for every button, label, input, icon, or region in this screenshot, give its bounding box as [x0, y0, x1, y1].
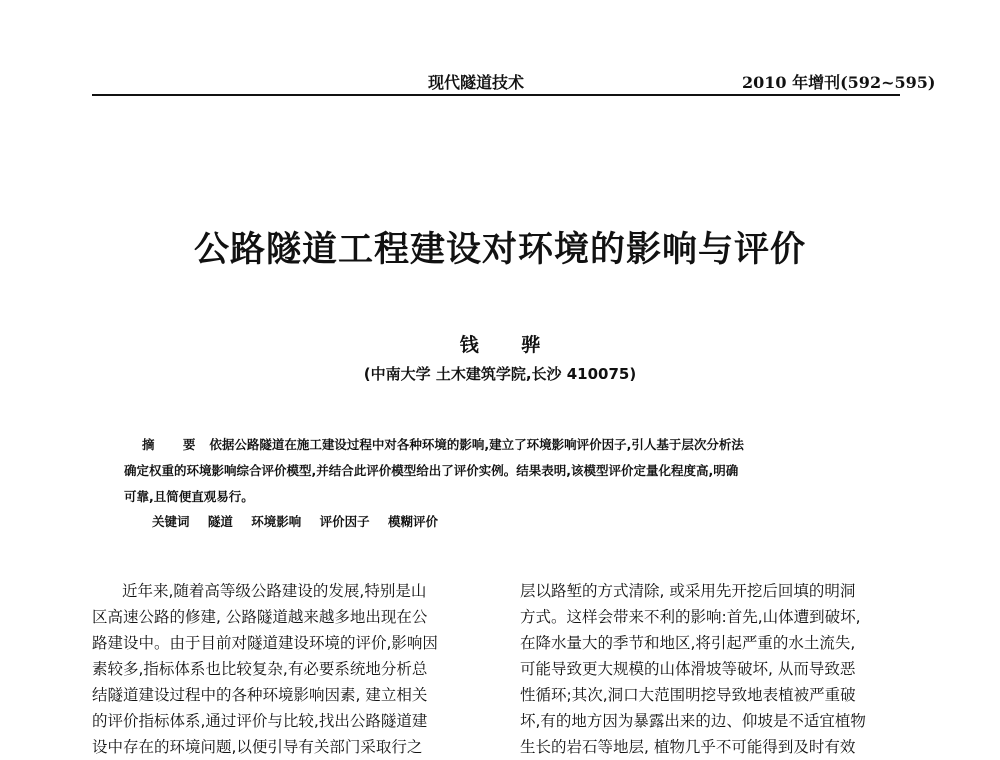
- abstract-text: 依据公路隧道在施工建设过程中对各种环境的影响,建立了环境影响评价因子,引人基于层次分析法: [209, 437, 744, 452]
- keyword: 环境影响: [251, 514, 302, 529]
- body-line: 性循环;其次,洞口大范围明挖导致地表植被严重破: [520, 686, 856, 704]
- body-column-right: [520, 578, 920, 760]
- body-line: 路建设中。由于目前对隧道建设环境的评价,影响因: [92, 634, 438, 652]
- header-rule: [92, 94, 900, 96]
- abstract-label: 摘 要: [142, 437, 208, 452]
- keyword: 隧道: [207, 514, 233, 529]
- body-line: 区高速公路的修建, 公路隧道越来越多地出现在公: [92, 608, 428, 626]
- body-line: 在降水量大的季节和地区,将引起严重的水土流失,: [520, 634, 856, 652]
- body-line: 层以路堑的方式清除, 或采用先开挖后回填的明洞: [520, 582, 856, 600]
- paper-title: 公路隧道工程建设对环境的影响与评价: [193, 229, 806, 270]
- keywords-label: 关键词: [152, 514, 190, 529]
- keywords: [152, 512, 452, 530]
- author-name: 钱 骅: [459, 334, 559, 356]
- body-line: 近年来,随着高等级公路建设的发展,特别是山: [122, 582, 427, 600]
- body-line: 的评价指标体系,通过评价与比较,找出公路隧道建: [92, 712, 428, 730]
- body-line: 可能导致更大规模的山体滑坡等破坏, 从而导致恶: [520, 660, 856, 678]
- keyword: 模糊评价: [388, 514, 439, 529]
- body-line: 方式。这样会带来不利的影响:首先,山体遭到破坏,: [520, 608, 861, 626]
- author-affiliation: (中南大学 土木建筑学院,长沙 410075): [363, 365, 637, 383]
- journal-name: 现代隧道技术: [428, 73, 525, 92]
- body-line: 素较多,指标体系也比较复杂,有必要系统地分析总: [92, 660, 428, 678]
- abstract-line: [124, 432, 884, 458]
- abstract-line: 可靠,且简便直观易行。: [124, 489, 254, 504]
- body-line: 结隧道建设过程中的各种环境影响因素, 建立相关: [92, 686, 428, 704]
- issue-info: 2010 年增刊(592~595): [742, 73, 936, 92]
- abstract-line: 确定权重的环境影响综合评价模型,并结合此评价模型给出了评价实例。结果表明,该模型评价定量化程度高,明确: [124, 463, 739, 478]
- body-column-left: [92, 578, 492, 760]
- abstract: [124, 432, 884, 510]
- keyword: 评价因子: [319, 514, 370, 529]
- body-line: 设中存在的环境问题,以便引导有关部门采取行之: [92, 738, 423, 756]
- body-line: 坏,有的地方因为暴露出来的边、仰坡是不适宜植物: [520, 712, 866, 730]
- body-line: 生长的岩石等地层, 植物几乎不可能得到及时有效: [520, 738, 856, 756]
